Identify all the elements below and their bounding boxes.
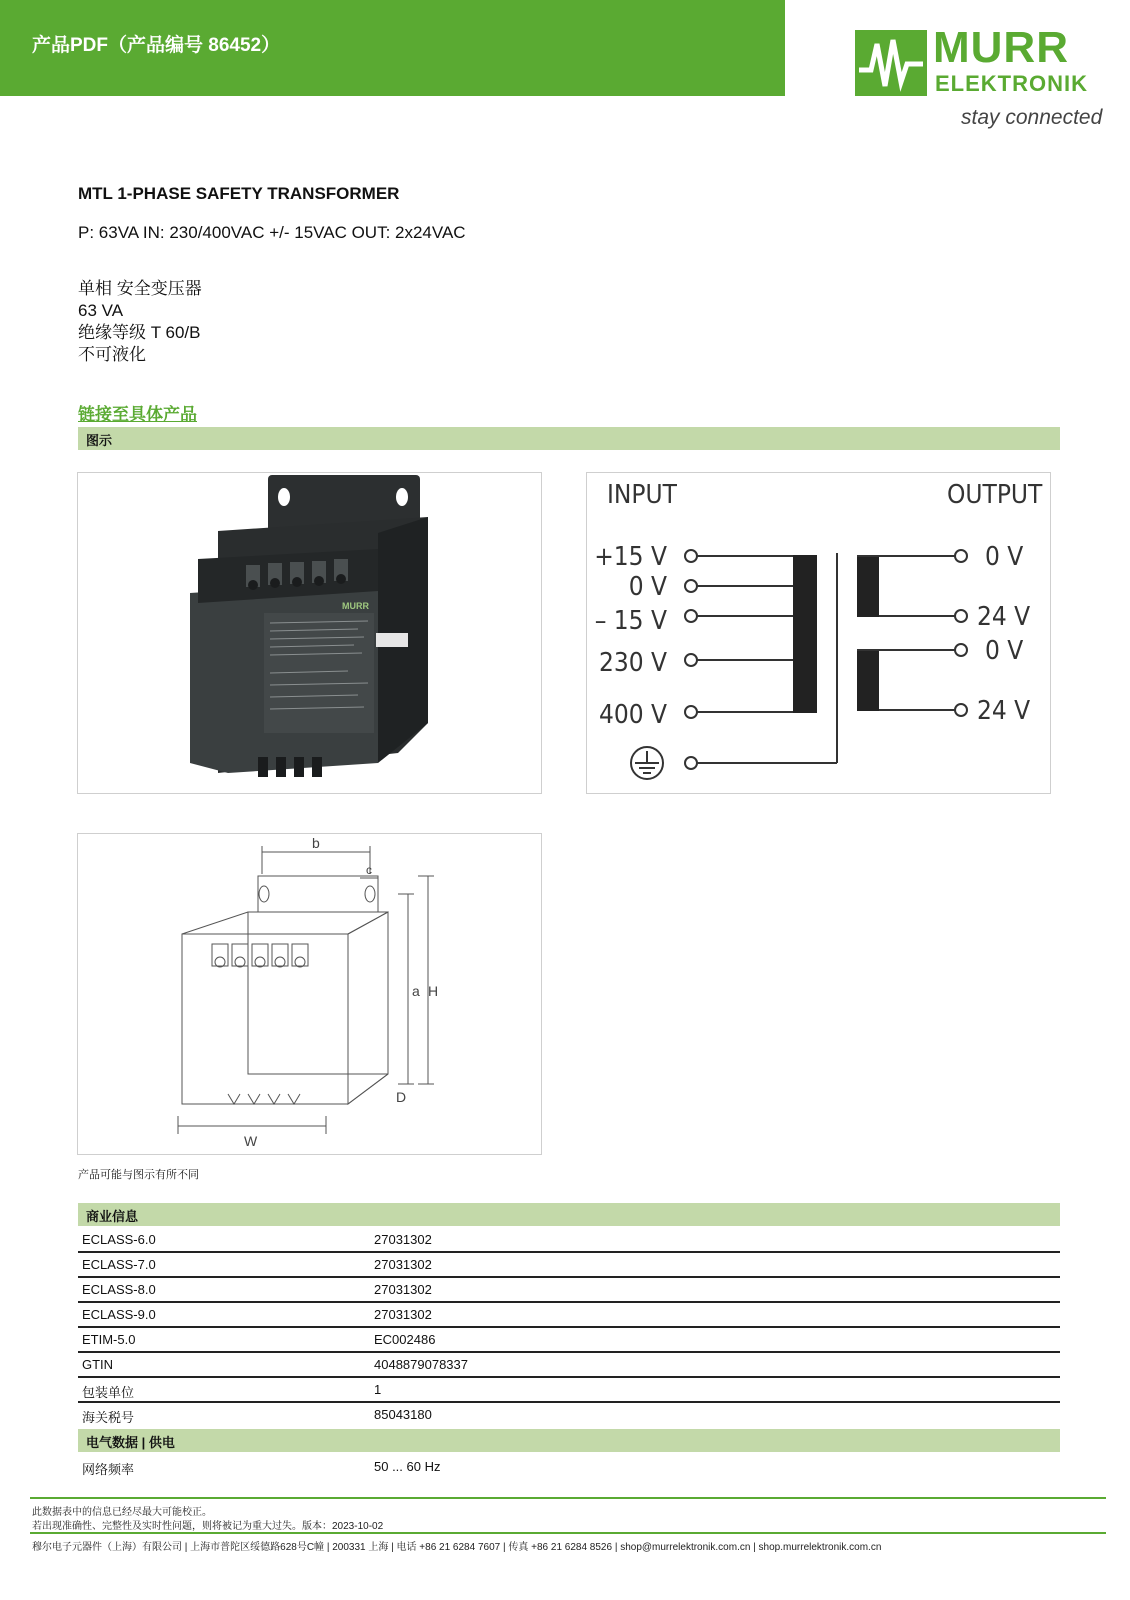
row-value: 50 ... 60 Hz: [374, 1459, 441, 1474]
ground-icon: [631, 747, 663, 779]
description-line: 不可液化: [78, 345, 146, 364]
row-key: 海关税号: [82, 1410, 135, 1425]
footer-disclaimer: 此数据表中的信息已经尽最大可能校正。: [32, 1507, 212, 1518]
product-link[interactable]: 链接至具体产品: [78, 405, 197, 424]
table-row: [78, 1303, 1060, 1328]
section-title: 商业信息: [86, 1209, 139, 1224]
table-row: [78, 1403, 1060, 1426]
wiring-diagram-svg: [587, 473, 1050, 793]
input-terminal-label: – 15 V: [594, 606, 667, 636]
dimension-label: D: [396, 1089, 407, 1105]
section-electrical-header: [78, 1429, 1060, 1452]
dimension-label: b: [312, 835, 320, 851]
logo-text-elektronik: ELEKTRONIK: [935, 71, 1088, 96]
footer-divider: [30, 1497, 1106, 1499]
row-key: ECLASS-8.0: [82, 1282, 156, 1297]
table-row: [78, 1278, 1060, 1303]
output-terminal-label: 24 V: [977, 696, 1031, 726]
input-terminal-label: 230 V: [598, 648, 667, 678]
row-key: GTIN: [82, 1357, 114, 1372]
table-row: [78, 1228, 1060, 1253]
row-key: 包装单位: [82, 1385, 135, 1400]
dimension-drawing-svg: [78, 834, 541, 1154]
row-key: ETIM-5.0: [82, 1332, 136, 1347]
dimension-drawing: [77, 833, 542, 1155]
murr-logo-mark: [855, 30, 927, 96]
product-description: [78, 278, 202, 366]
product-photo: [77, 472, 542, 794]
murr-logo: [855, 23, 1105, 136]
output-terminal-label: 24 V: [977, 602, 1031, 632]
description-line: 63 VA: [78, 301, 124, 320]
header-bar: [0, 0, 785, 96]
logo-slogan: stay connected: [961, 106, 1103, 129]
section-images-header: [78, 427, 1060, 450]
row-value: 27031302: [374, 1257, 432, 1272]
page-title: 产品PDF（产品编号 86452）: [32, 35, 281, 56]
footer-contact: 穆尔电子元器件（上海）有限公司 | 上海市普陀区绥德路628号C幢 | 200331 上海 | 电话 +86 21 6284 7607 | 传真 +86 21 6284 8526 | shop@murrelektronik.com.cn | shop.murrelektronik.com.cn: [32, 1542, 882, 1553]
table-row: [78, 1253, 1060, 1278]
image-disclaimer: 产品可能与图示有所不同: [78, 1169, 199, 1181]
table-row: [78, 1455, 1060, 1478]
wiring-diagram: [586, 472, 1051, 794]
photo-brand-label: MURR: [342, 601, 369, 611]
commercial-table: [78, 1228, 1060, 1426]
row-value: 4048879078337: [374, 1357, 468, 1372]
transformer-photo-illustration: [78, 473, 541, 793]
input-terminal-label: 400 V: [598, 700, 667, 730]
dimension-label: W: [244, 1133, 258, 1149]
table-row: [78, 1378, 1060, 1403]
description-line: 绝缘等级 T 60/B: [78, 323, 201, 342]
section-commercial-header: [78, 1203, 1060, 1226]
section-title: 电气数据 | 供电: [86, 1435, 175, 1450]
footer-disclaimer: 若出现准确性、完整性及实时性问题，则将被记为重大过失。版本：2023-10-02: [32, 1521, 384, 1532]
table-row: [78, 1353, 1060, 1378]
electrical-table: [78, 1455, 1060, 1478]
table-row: [78, 1328, 1060, 1353]
row-value: 27031302: [374, 1307, 432, 1322]
input-terminal-label: 0 V: [628, 572, 667, 602]
row-value: 27031302: [374, 1282, 432, 1297]
description-line: 单相 安全变压器: [78, 279, 202, 298]
dimension-label: H: [428, 983, 439, 999]
footer-divider: [30, 1532, 1106, 1534]
input-terminal-label: +15 V: [594, 542, 667, 572]
dimension-label: c: [366, 863, 372, 877]
row-value: 85043180: [374, 1407, 432, 1422]
output-label: OUTPUT: [947, 480, 1043, 510]
section-title: 图示: [86, 433, 113, 448]
product-spec: P: 63VA IN: 230/400VAC +/- 15VAC OUT: 2x24VAC: [78, 223, 466, 242]
row-key: ECLASS-7.0: [82, 1257, 156, 1272]
logo-text-murr: MURR: [933, 23, 1069, 72]
row-value: 27031302: [374, 1232, 432, 1247]
row-key: 网络频率: [82, 1462, 135, 1477]
output-terminal-label: 0 V: [985, 542, 1024, 572]
row-value: 1: [374, 1382, 382, 1397]
row-value: EC002486: [374, 1332, 436, 1347]
row-key: ECLASS-6.0: [82, 1232, 156, 1247]
input-label: INPUT: [607, 480, 677, 510]
row-key: ECLASS-9.0: [82, 1307, 156, 1322]
output-terminal-label: 0 V: [985, 636, 1024, 666]
dimension-label: a: [412, 983, 420, 999]
product-name: MTL 1-PHASE SAFETY TRANSFORMER: [78, 184, 400, 203]
